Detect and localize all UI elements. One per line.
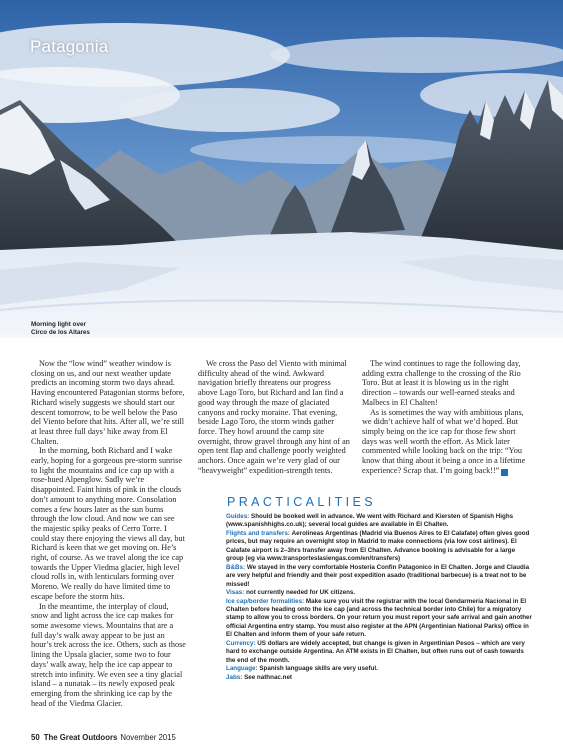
paragraph: In the morning, both Richard and I wake early, hoping for a gorgeous pre-storm sunrise to light the mountains and ice cap up with a rose-hued Alpenglow. Sadly we’re disappointed. Faint hints of pink in the clouds don’t amount to anything more. Consolation comes a few hours later as the sun burns through the low cloud. And now we can see the majestic spiky peaks of Cerro Torre. I could stay there enjoying the views all day, but Richard is keen that we get moving on. He’s right, of course. As we travel along the ice cap towards the Upper Viedma glacier, high level cloud rolls in, with lenticulars forming over Moreno. We really do have limited time to escape before the storm hits. [31, 446, 185, 601]
paragraph-text: As is sometimes the way with ambitious plans, we didn’t achieve half of what we’d hoped. But simply being on the ice cap for those few short days was well worth the effort. As Mick later commented while looking back on the trip: “You know that thing about it being a once in a lifetime experience? Scrap that. I’m going back!!” [362, 407, 526, 475]
item-text: Should be booked well in advance. We went with Richard and Kiersten of Spanish Highs (www.spanishhighs.co.uk); several local guides are available in El Chalten. [226, 513, 514, 529]
item-text: not currently needed for UK citizens. [246, 589, 356, 597]
item-label: Visas: [226, 589, 245, 597]
item-label: Flights and transfers: [226, 529, 290, 537]
practicalities-list [226, 513, 532, 682]
caption-line: Circo de los Altares [31, 329, 90, 336]
article-column-1 [31, 359, 186, 708]
item-text: Spanish language skills are very useful. [259, 665, 378, 673]
item-label: Ice cap/border formalities: [226, 597, 305, 605]
item-label: B&Bs: [226, 563, 246, 571]
paragraph: In the meantime, the interplay of cloud, snow and light across the ice cap makes for some awesome views. Mountains that are a full day’s walk away appear to be just an hour’s trek across the ice. Others, such as those lining the Upsala glacier, some two to four days’ walk away, help the ice cap appear to stretch into infinity. We even see a tiny glacial island – a nunatak – its newly exposed peak emerging from the shrinking ice cap by the head of the Viedma Glacier. [31, 601, 186, 708]
item-text: Make sure you visit the registrar with the local Gendarmeria Nacional in El Chalten before heading onto the ice cap (and across the technical border into Chile) for a migratory stamp to allow you to cross borders. On your return you must report your safe arrival and gain another official Argentina entry stamp. You must also register at the APN (Argentinian National Parks) office in El Chalten and inform them of your safe return. [226, 597, 532, 639]
item-label: Language: [226, 665, 258, 673]
paragraph [362, 408, 532, 476]
item-text: Aerolineas Argentinas (Madrid via Buenos Aires to El Calafate) often gives good prices, but may require an overnight stop in Madrid to make connections (via low cost airlines). El Calafate airport is 2–3hrs transfer away from El Chalten. Advance booking is advisable for a large group (eg via www.transporteslasiengas.com/en/transfers) [226, 529, 530, 563]
paragraph: We cross the Paso del Viento with minimal difficulty ahead of the wind. Awkward navigation briefly threatens our progress above Lago Toro, but Richard and Ian find a good way through the maze of glaciated canyons and rocky moraine. That evening, beside Lago Toro, the storm winds gather force. They howl around the camp site overnight, throw gravel through any hint of an open tent flap and challenge poorly weighted anchors. Once again we’re very glad of our “heavyweight” expedition-strength tents. [198, 359, 350, 475]
end-mark-icon: ▲ [501, 469, 508, 476]
list-item [226, 640, 532, 665]
item-text: US dollars are widely accepted, but change is given in Argentinian Pesos – which are very hard to exchange outside Argentina. An ATM exists in El Chalten, but often runs out of cash towards the end of the month. [226, 639, 525, 664]
list-item [226, 530, 532, 564]
list-item [226, 665, 532, 673]
list-item [226, 674, 532, 682]
page-number: 50 [31, 733, 40, 742]
practicalities-box [226, 495, 532, 682]
item-text: See nathnac.net [244, 673, 293, 681]
hero-photo [0, 0, 563, 338]
item-label: Currency: [226, 639, 256, 647]
list-item [226, 564, 532, 589]
magazine-name: The Great Outdoors [43, 733, 118, 742]
paragraph: Now the “low wind” weather window is closing on us, and our next weather update predicts an incoming storm two days ahead. Having encountered Patagonian storms before, Richard wisely suggests we should start our descent tomorrow, to be well below the Paso del Viento before that hits. After all, we’re still at least three full days’ hike away from El Chalten. [31, 359, 185, 446]
list-item [226, 598, 532, 640]
issue-date: November 2015 [120, 733, 176, 742]
article-column-2 [198, 359, 352, 475]
list-item [226, 589, 532, 597]
section-title: Patagonia [30, 37, 109, 56]
paragraph: The wind continues to rage the following day, adding extra challenge to the crossing of the Rio Toro. But at least it is blowing us in the right direction – towards our well-earned steaks and Malbecs in El Chalten! [362, 359, 521, 407]
practicalities-title: PRACTICALITIES [227, 495, 377, 509]
item-label: Guides: [226, 513, 250, 520]
article-column-3 [362, 359, 532, 476]
list-item [226, 513, 532, 530]
photo-caption [31, 321, 90, 337]
item-label: Jabs: [226, 673, 243, 681]
page-footer [31, 733, 176, 742]
caption-line: Morning light over [31, 321, 86, 328]
item-text: We stayed in the very comfortable Hosteria Confin Patagonico in El Chalten. Jorge and Claudia are very helpful and friendly and their post expedition asado (traditional barbecue) is a treat not to be missed! [226, 563, 530, 588]
